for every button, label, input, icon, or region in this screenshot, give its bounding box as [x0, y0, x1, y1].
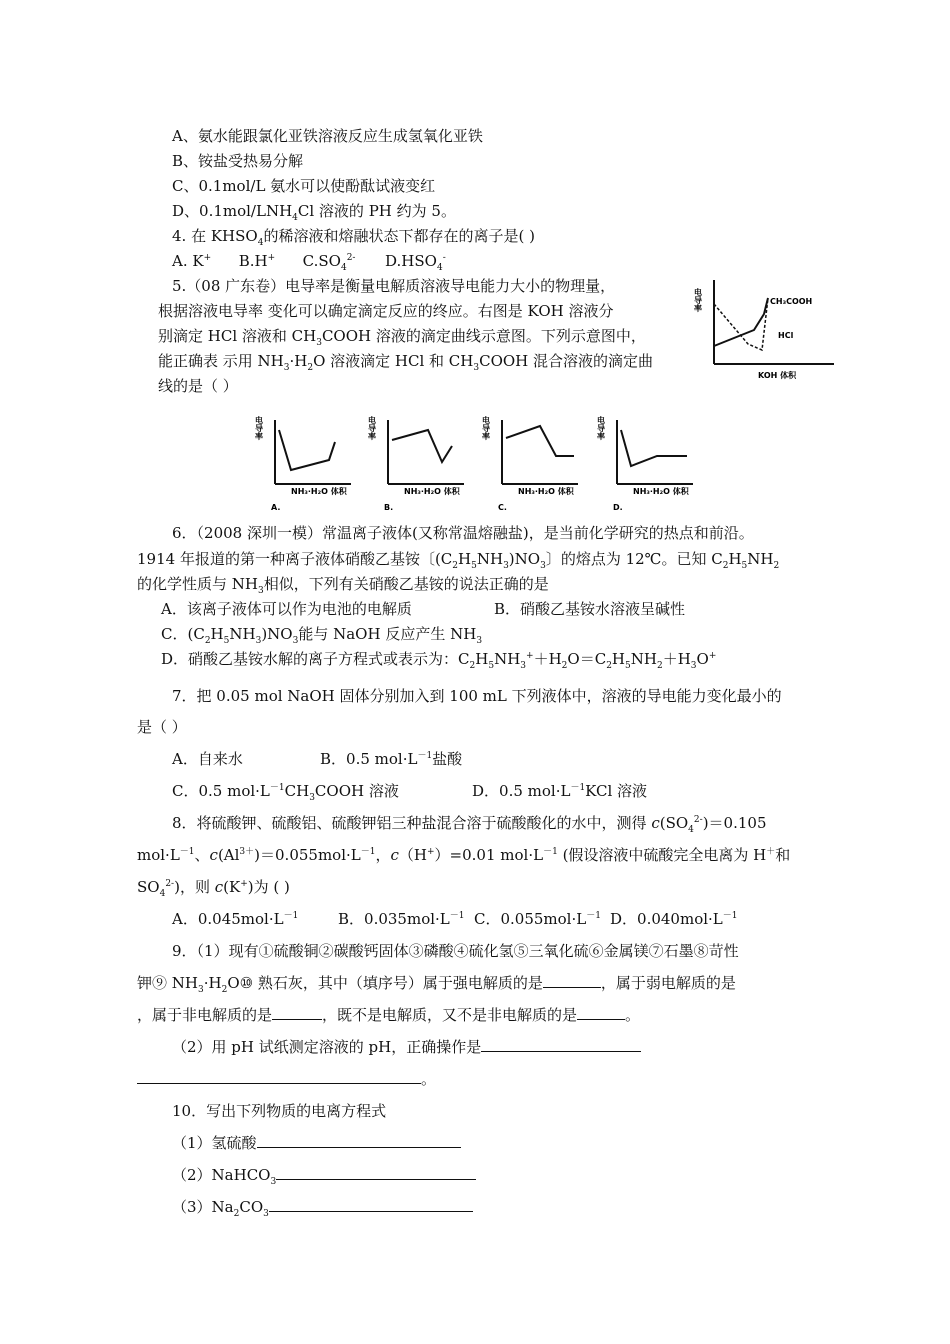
option-a: A、氨水能跟氯化亚铁溶液反应生成氢氧化亚铁	[172, 127, 483, 145]
question-9-line-1: 9．（1）现有①硫酸铜②碳酸钙固体③磷酸④硫化氢⑤三氧化硫⑥金属镁⑦石墨⑧苛性	[172, 942, 739, 960]
graph-d-curve	[621, 430, 687, 466]
na2co3-equation-blank[interactable]	[269, 1197, 473, 1212]
question-6-line-2: 1914 年报道的第一种离子液体硝酸乙基铵〔$(C_2H_5NH_3)NO_3$〕的熔点为 12℃。已知 $C_2H_5NH_2$	[137, 550, 780, 571]
graph-option-a[interactable]	[255, 402, 355, 514]
question-7-line-2: 是（ ）	[137, 718, 187, 736]
graph-d-xlabel: NH₃·H₂O 体积	[633, 487, 689, 496]
q8-option-d: D．$0.040mol\cdot L^{-1}$	[610, 910, 738, 928]
strong-electrolyte-blank[interactable]	[543, 973, 601, 988]
question-4-stem: 4. 在 $KHSO_4$的稀溶液和熔融状态下都存在的离子是( )	[172, 227, 535, 248]
graph-a-curve	[279, 430, 335, 470]
question-4-options	[172, 251, 446, 271]
q8-option-b: B．$0.035mol\cdot L^{-1}$	[338, 910, 465, 928]
question-10-title: 10．写出下列物质的电离方程式	[172, 1102, 387, 1120]
question-9-line-4: （2）用 pH 试纸测定溶液的 pH，正确操作是	[172, 1037, 641, 1057]
question-7-line-1: 7．把 0.05 mol NaOH 固体分别加入到 100 mL 下列液体中，溶液的导电能力变化最小的	[172, 687, 782, 705]
option-d: D、$0.1mol/LNH_4Cl$ 溶液的 PH 约为 5。	[172, 202, 456, 223]
question-5-line-5: 线的是（ ）	[158, 377, 238, 395]
question-6-line-3: 的化学性质与 $NH_3$相似，下列有关硝酸乙基铵的说法正确的是	[137, 575, 549, 596]
graph-b-ylabel: 电导率	[367, 416, 377, 440]
q8-option-a: A．$0.045mol\cdot L^{-1}$	[172, 910, 299, 928]
question-5-line-1: 5.（08 广东卷）电导率是衡量电解质溶液导电能力大小的物理量，	[172, 277, 616, 295]
option-b: B、铵盐受热易分解	[172, 152, 304, 170]
h2s-equation-blank[interactable]	[257, 1133, 461, 1148]
q10-item-1: （1）氢硫酸	[172, 1133, 461, 1153]
ref-ylabel: 电导率	[693, 288, 703, 312]
q6-option-c: C．$(C_2H_5NH_3)NO_3$能与 NaOH 反应产生 $NH_3$	[161, 625, 483, 646]
q7-option-a: A．自来水	[172, 750, 243, 768]
graph-c-curve	[506, 426, 574, 456]
q4-option-c: $C.SO_4^{2-}$	[302, 252, 356, 273]
ph-procedure-blank-2[interactable]	[137, 1069, 421, 1084]
graph-option-d[interactable]	[597, 402, 697, 514]
q6-option-d: D．硝酸乙基铵水解的离子方程式或表示为：$C_2H_5NH_3^++H_2O=C_2H_5NH_2+H_3O^+$	[161, 650, 717, 671]
question-8-line-1: 8．将硫酸钾、硫酸铝、硫酸钾铝三种盐混合溶于硫酸酸化的水中，测得 $c(SO_4^{2-})=0.105$	[172, 814, 767, 835]
graph-d-letter: D.	[613, 503, 623, 512]
question-6-line-1: 6．（2008 深圳一模）常温离子液体(又称常温熔融盐)，是当前化学研究的热点和前沿。	[172, 524, 754, 542]
q10-item-3: $(3)Na_2CO_3$	[172, 1197, 473, 1217]
graph-b-xlabel: NH₃·H₂O 体积	[404, 487, 460, 496]
question-5-line-4: 能正确表 示用 $NH_3\cdot H_2O$ 溶液滴定 HCl 和 $CH_3COOH$ 混合溶液的滴定曲	[158, 352, 654, 373]
q4-option-b: B.H+	[238, 252, 276, 270]
graph-c-letter: C.	[498, 503, 507, 512]
q8-option-c: C．$0.055mol\cdot L^{-1}$	[474, 910, 601, 928]
nahco3-equation-blank[interactable]	[276, 1165, 476, 1180]
ref-curve1-label: CH₃COOH	[770, 297, 813, 306]
q4-option-a: A. K+	[172, 252, 212, 270]
graph-a-xlabel: NH₃·H₂O 体积	[291, 487, 347, 496]
q6-option-b: B．硝酸乙基铵水溶液呈碱性	[494, 600, 686, 618]
graph-b-curve	[392, 430, 452, 462]
graph-a-ylabel: 电导率	[254, 416, 264, 440]
question-9-line-5: 。	[137, 1069, 436, 1089]
q4-option-d: $D.HSO_4^-$	[385, 252, 446, 273]
graph-d-ylabel: 电导率	[596, 416, 606, 440]
question-9-line-2: 钾⑨ $NH_3\cdot H_2O⑩$ 熟石灰，其中（填序号）属于强电解质的是 ，属于弱电解质的是	[137, 974, 736, 995]
ref-xlabel: KOH 体积	[758, 371, 797, 380]
graph-option-b[interactable]	[368, 402, 468, 514]
graph-a-letter: A.	[271, 503, 281, 512]
reference-titration-graph	[693, 268, 838, 386]
ph-procedure-blank[interactable]	[481, 1037, 641, 1052]
q7-option-c: C．0.5 $mol\cdot L^{-1}CH_3COOH$ 溶液	[172, 782, 399, 803]
question-5-line-3: 别滴定 HCl 溶液和 $CH_3COOH$ 溶液的滴定曲线示意图。下列示意图中，	[158, 327, 646, 348]
q6-option-a: A．该离子液体可以作为电池的电解质	[161, 600, 412, 618]
graph-c-xlabel: NH₃·H₂O 体积	[518, 487, 574, 496]
ref-curve-ch3cooh	[714, 298, 768, 346]
question-8-line-2: $mol\cdot L^{-1}$、$c(Al^{3+})=0.055mol\cdot L^{-1}$，c（H+）=0.01 $mol\cdot L^{-1}$ (假设溶液中硫酸完全电离为 H＋和	[137, 846, 791, 864]
ref-curve2-label: HCl	[778, 331, 794, 340]
nonelectrolyte-blank[interactable]	[272, 1005, 322, 1020]
neither-blank[interactable]	[577, 1005, 625, 1020]
question-5-line-2: 根据溶液电导率 变化可以确定滴定反应的终应。右图是 KOH 溶液分	[158, 302, 614, 320]
question-9-line-3: ，属于非电解质的是 ，既不是电解质，又不是非电解质的是 。	[137, 1006, 641, 1024]
question-8-line-3: $SO_4^{2-}$)，则 c(K+)为 ( )	[137, 878, 290, 899]
q7-option-b: B．0.5 $mol\cdot L^{-1}$盐酸	[320, 750, 463, 768]
q10-item-2: （2）NaHCO$_3$	[172, 1165, 476, 1185]
q7-option-d: D．0.5 $mol\cdot L^{-1}KCl$ 溶液	[472, 782, 648, 800]
option-c: C、0.1mol/L 氨水可以使酚酞试液变红	[172, 177, 436, 195]
graph-b-letter: B.	[384, 503, 394, 512]
graph-c-ylabel: 电导率	[481, 416, 491, 440]
graph-option-c[interactable]	[482, 402, 582, 514]
